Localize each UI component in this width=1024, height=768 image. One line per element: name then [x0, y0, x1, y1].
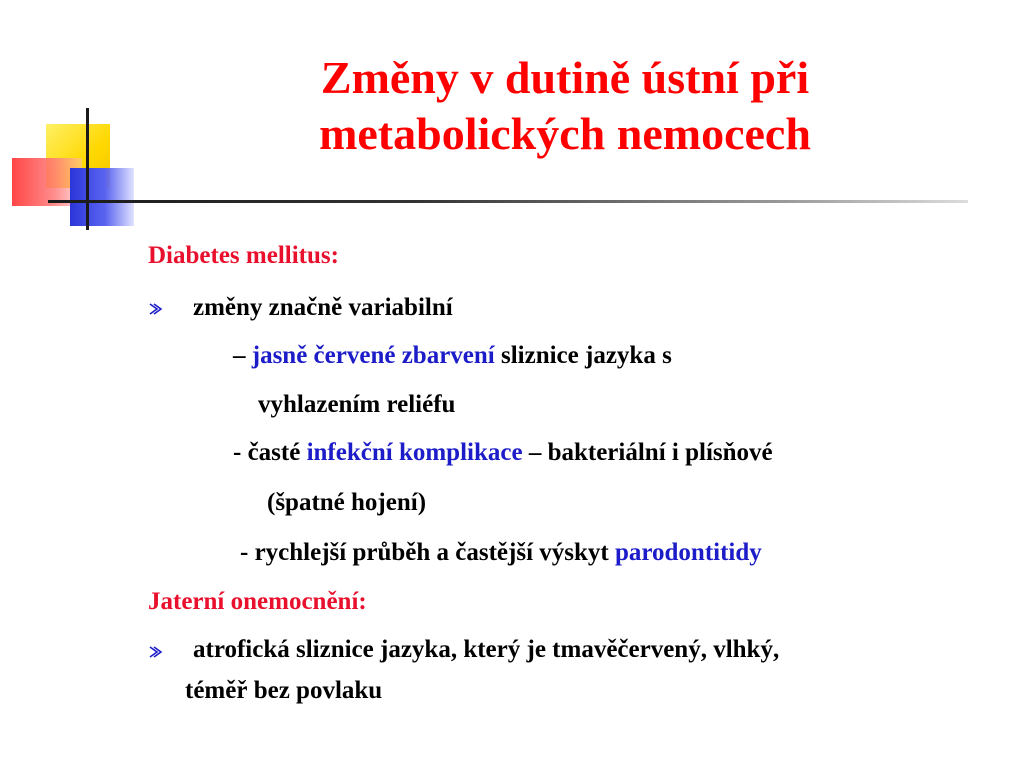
sub-item-text: sliznice jazyka s [494, 342, 672, 369]
section-heading-diabetes: Diabetes mellitus: [148, 242, 339, 269]
bullet-diabetes-variability: změny značně variabilní [193, 294, 453, 321]
sub-item-text: - rychlejší průběh a častější výskyt [240, 539, 615, 566]
sub-item-text: – bakteriální i plísňové [522, 439, 773, 466]
highlight-infections: infekční komplikace [306, 439, 523, 466]
slide-title-line-1: Změny v dutině ústní při [320, 52, 810, 103]
decor-blue-square [70, 168, 134, 226]
sub-item-periodontitis [240, 537, 762, 569]
sub-item-dash: – [233, 342, 252, 369]
arrow-bullet-icon [148, 302, 164, 318]
sub-item-continuation: vyhlazením reliéfu [258, 391, 456, 418]
title-divider-line [48, 200, 968, 203]
slide-title-line-2: metabolických nemocech [319, 108, 811, 159]
bullet-liver-atrophy-continuation: téměř bez povlaku [185, 677, 383, 704]
sub-item-infections [233, 437, 773, 469]
slide-title [200, 50, 930, 162]
sub-item-red-coloring [233, 340, 672, 372]
bullet-liver-atrophy: atrofická sliznice jazyka, který je tmavěčervený, vlhký, [193, 636, 780, 663]
highlight-red-coloring: jasně červené zbarvení [251, 342, 495, 369]
sub-item-continuation: (špatné hojení) [267, 489, 427, 516]
section-heading-liver: Jaterní onemocnění: [148, 588, 367, 615]
decor-vertical-line [86, 108, 89, 230]
arrow-bullet-icon [148, 645, 164, 661]
highlight-periodontitis: parodontitidy [614, 539, 762, 566]
sub-item-text: - časté [233, 439, 307, 466]
